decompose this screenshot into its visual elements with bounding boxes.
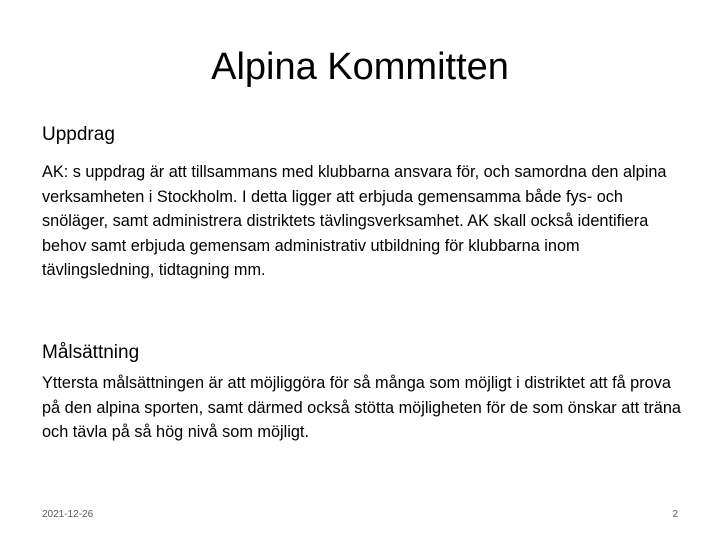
section-heading-malsattning: Målsättning bbox=[42, 342, 140, 363]
section-heading-uppdrag: Uppdrag bbox=[42, 124, 115, 145]
section-body-malsattning: Yttersta målsättningen är att möjliggöra för så många som möjligt i distriktet att få prova på den alpina sporten, samt därmed också stötta möjligheten för de som önskar att träna och tävla på så hög nivå som möjligt. bbox=[42, 374, 681, 441]
section-body-uppdrag: AK: s uppdrag är att tillsammans med klubbarna ansvara för, och samordna den alpina verksamheten i Stockholm. I detta ligger att erbjuda gemensamma både fys- och snöläger, samt administrera distriktets tävlingsverksamhet. AK skall också identifiera behov samt erbjuda gemensam administrativ utbildning för klubbarna inom tävlingsledning, tidtagning mm. bbox=[42, 163, 667, 279]
page-number: 2 bbox=[672, 509, 678, 520]
footer-date: 2021-12-26 bbox=[42, 509, 94, 520]
slide-title: Alpina Kommitten bbox=[211, 46, 509, 88]
